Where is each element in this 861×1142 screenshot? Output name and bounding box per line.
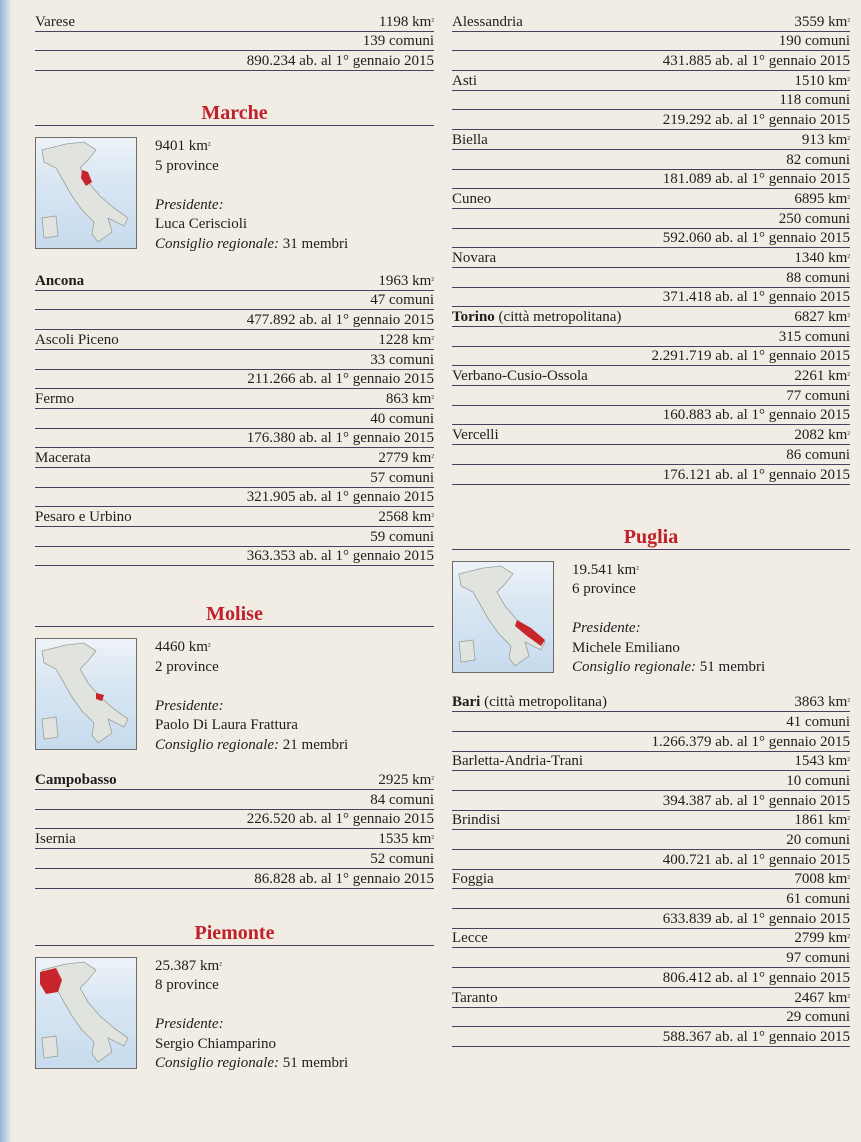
province-population: 371.418 ab. al 1° gennaio 2015: [452, 288, 850, 308]
province-name: Foggia: [452, 871, 494, 888]
province-population: 400.721 ab. al 1° gennaio 2015: [452, 850, 850, 870]
province-name: Taranto: [452, 989, 498, 1006]
province-comuni: 47 comuni: [35, 291, 434, 311]
province-population: 431.885 ab. al 1° gennaio 2015: [452, 51, 850, 71]
province-name: Biella: [452, 131, 488, 148]
province-population: 633.839 ab. al 1° gennaio 2015: [452, 909, 850, 929]
province-area: 3863 $km^{^2}$: [794, 694, 850, 711]
province-population: 176.380 ab. al 1° gennaio 2015: [35, 429, 434, 449]
province-area: 2568 $km^{^2}$: [378, 509, 434, 525]
province-population: 394.387 ab. al 1° gennaio 2015: [452, 791, 850, 811]
province-area: 1510 $km^{^2}$: [794, 72, 850, 89]
piemonte-province-list: [452, 12, 850, 485]
province-comuni: 315 comuni: [452, 327, 850, 347]
region-info-molise: [35, 627, 434, 756]
province-comuni: 82 comuni: [452, 150, 850, 170]
province-comuni: 41 comuni: [452, 712, 850, 732]
president-name: Michele Emiliano: [572, 639, 680, 656]
province-area: 863 $km^{^2}$: [385, 390, 434, 407]
italy-map-icon: [35, 957, 137, 1069]
province-population: 176.121 ab. al 1° gennaio 2015: [452, 465, 850, 485]
province-area: 2779 $km^{^2}$: [378, 449, 434, 466]
province-area: 1228 $km^{^2}$: [378, 331, 434, 348]
regional-council: Consiglio regionale: 51 membri: [155, 1055, 349, 1071]
region-info-marche: [35, 126, 434, 255]
province-comuni: 139 comuni: [35, 32, 434, 52]
puglia-province-list: [452, 693, 850, 1047]
regional-council: Consiglio regionale: 51 membri: [572, 659, 766, 675]
province-area: 1198 $km^{^2}$: [378, 13, 434, 30]
province-comuni: 190 comuni: [452, 32, 850, 52]
province-comuni: 77 comuni: [452, 386, 850, 406]
province-area: 913 $km^{^2}$: [801, 131, 850, 148]
province-row: [452, 366, 850, 386]
province-comuni: 29 comuni: [452, 1008, 850, 1028]
province-name: Asti: [452, 72, 478, 89]
province-name: Novara: [452, 249, 497, 266]
region-province-count: 6 province: [572, 581, 636, 597]
president-label: Presidente:: [572, 620, 641, 636]
right-column: [452, 12, 850, 1047]
italy-map-icon: [452, 561, 554, 673]
province-area: 6895 $km^{^2}$: [794, 190, 850, 207]
president-label: Presidente:: [155, 697, 224, 714]
province-row: [452, 130, 850, 150]
province-population: 588.367 ab. al 1° gennaio 2015: [452, 1027, 850, 1047]
region-area: 19.541 $km^{^2}$: [572, 561, 639, 578]
province-name: Cuneo: [452, 190, 492, 207]
province-comuni: 84 comuni: [35, 790, 434, 810]
province-population: 86.828 ab. al 1° gennaio 2015: [35, 869, 434, 889]
province-name: Ancona: [35, 272, 85, 289]
province-area: 1535 $km^{^2}$: [378, 831, 434, 848]
province-name: Fermo: [35, 390, 75, 407]
province-population: 2.291.719 ab. al 1° gennaio 2015: [452, 347, 850, 367]
province-comuni: 52 comuni: [35, 849, 434, 869]
province-population: 363.353 ab. al 1° gennaio 2015: [35, 547, 434, 567]
province-comuni: 88 comuni: [452, 268, 850, 288]
province-area: 2082 $km^{^2}$: [794, 427, 850, 444]
province-row: [35, 12, 434, 32]
province-population: 321.905 ab. al 1° gennaio 2015: [35, 488, 434, 508]
province-row: [452, 248, 850, 268]
province-row: [452, 870, 850, 890]
province-comuni: 118 comuni: [452, 91, 850, 111]
province-population: 1.266.379 ab. al 1° gennaio 2015: [452, 732, 850, 752]
province-row: [35, 389, 434, 409]
president-name: Sergio Chiamparino: [155, 1035, 276, 1052]
province-name: Barletta-Andria-Trani: [452, 753, 584, 770]
region-province-count: 5 province: [155, 157, 219, 174]
region-area: 4460 $km^{^2}$: [155, 639, 211, 656]
province-row: [35, 829, 434, 849]
province-name: Vercelli: [452, 427, 499, 444]
province-row: [452, 71, 850, 91]
region-title-piemonte: Piemonte: [35, 921, 434, 946]
regional-council: Consiglio regionale: 21 membri: [155, 736, 349, 753]
region-info-puglia: [452, 550, 850, 679]
province-row: [35, 770, 434, 790]
province-name: Macerata: [35, 449, 91, 466]
province-comuni: 61 comuni: [452, 889, 850, 909]
province-population: 890.234 ab. al 1° gennaio 2015: [35, 51, 434, 71]
province-comuni: 10 comuni: [452, 771, 850, 791]
province-comuni: 20 comuni: [452, 830, 850, 850]
province-row: [452, 988, 850, 1008]
province-row: [452, 425, 850, 445]
region-area: 25.387 $km^{^2}$: [155, 957, 222, 974]
province-row: [35, 330, 434, 350]
region-title-marche: Marche: [35, 101, 434, 126]
province-area: 2261 $km^{^2}$: [794, 368, 850, 385]
president-name: Paolo Di Laura Frattura: [155, 717, 298, 734]
province-comuni: 33 comuni: [35, 350, 434, 370]
province-row: [452, 929, 850, 949]
province-population: 592.060 ab. al 1° gennaio 2015: [452, 229, 850, 249]
marche-province-list: [35, 271, 434, 566]
province-name: Varese: [35, 13, 75, 30]
province-name: Ascoli Piceno: [35, 331, 119, 348]
region-province-count: 8 province: [155, 977, 219, 993]
province-population: 219.292 ab. al 1° gennaio 2015: [452, 110, 850, 130]
province-comuni: 97 comuni: [452, 948, 850, 968]
president-label: Presidente:: [155, 196, 224, 213]
province-row: [452, 12, 850, 32]
italy-map-icon: [35, 137, 137, 249]
province-row: [35, 271, 434, 291]
province-row: [452, 307, 850, 327]
province-population: 806.412 ab. al 1° gennaio 2015: [452, 968, 850, 988]
province-comuni: 59 comuni: [35, 527, 434, 547]
province-name: Brindisi: [452, 812, 501, 829]
page-binding-edge: [0, 0, 11, 1142]
province-name: Verbano-Cusio-Ossola: [452, 368, 588, 385]
region-info-piemonte: [35, 946, 434, 1075]
province-area: 2799 $km^{^2}$: [794, 930, 850, 947]
province-area: 1340 $km^{^2}$: [794, 249, 850, 266]
province-comuni: 250 comuni: [452, 209, 850, 229]
province-comuni: 86 comuni: [452, 445, 850, 465]
province-area: 1543 $km^{^2}$: [794, 753, 850, 770]
province-area: 7008 $km^{^2}$: [794, 871, 850, 888]
molise-province-list: [35, 770, 434, 888]
region-province-count: 2 province: [155, 658, 219, 675]
province-name: Alessandria: [452, 13, 523, 30]
province-area: 2925 $km^{^2}$: [378, 772, 434, 789]
province-area: 3559 $km^{^2}$: [794, 13, 850, 30]
province-row: [452, 752, 850, 772]
region-area: 9401 $km^{^2}$: [155, 138, 211, 155]
province-name: Isernia: [35, 831, 76, 848]
province-row: [452, 811, 850, 831]
province-name: Pesaro e Urbino: [35, 509, 132, 525]
region-title-molise: Molise: [35, 602, 434, 627]
president-label: Presidente:: [155, 1016, 224, 1032]
province-row: [452, 693, 850, 713]
province-comuni: 57 comuni: [35, 468, 434, 488]
province-row: [35, 448, 434, 468]
italy-map-icon: [35, 638, 137, 750]
province-area: 2467 $km^{^2}$: [794, 989, 850, 1006]
province-area: 6827 $km^{^2}$: [794, 309, 850, 325]
province-population: 181.089 ab. al 1° gennaio 2015: [452, 170, 850, 190]
province-row: [452, 189, 850, 209]
province-area: 1861 $km^{^2}$: [794, 812, 850, 829]
province-population: 477.892 ab. al 1° gennaio 2015: [35, 310, 434, 330]
province-population: 226.520 ab. al 1° gennaio 2015: [35, 810, 434, 830]
province-area: 1963 $km^{^2}$: [378, 272, 434, 289]
president-name: Luca Ceriscioli: [155, 216, 248, 233]
province-population: 211.266 ab. al 1° gennaio 2015: [35, 370, 434, 390]
province-comuni: 40 comuni: [35, 409, 434, 429]
province-name: Bari (città metropolitana): [452, 694, 607, 711]
left-column: [35, 12, 434, 1075]
province-name: Campobasso: [35, 772, 117, 789]
province-population: 160.883 ab. al 1° gennaio 2015: [452, 406, 850, 426]
province-name: Torino (città metropolitana): [452, 309, 622, 325]
regional-council: Consiglio regionale: 31 membri: [155, 235, 349, 252]
province-name: Lecce: [452, 930, 488, 947]
region-title-puglia: Puglia: [452, 525, 850, 550]
province-row: [35, 507, 434, 527]
